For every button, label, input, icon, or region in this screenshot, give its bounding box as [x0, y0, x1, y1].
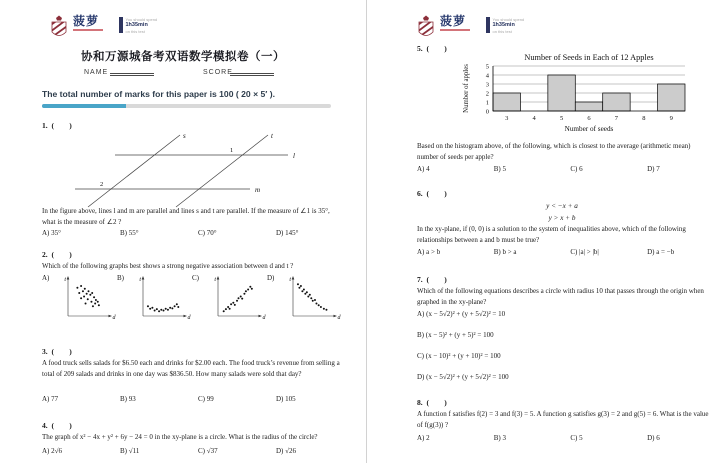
- svg-text:d: d: [112, 315, 116, 321]
- q8-answer-blank: ( ): [426, 398, 447, 407]
- svg-text:4: 4: [532, 115, 536, 122]
- svg-text:7: 7: [614, 115, 619, 122]
- q8-option-b: B) 3: [493, 434, 506, 442]
- brand-name: 菠萝: [73, 14, 100, 28]
- header-brand-row-right: [415, 15, 524, 41]
- q8-number: 8.: [417, 398, 423, 407]
- q6-option-d: D) a = −b: [647, 248, 675, 256]
- q3-option-c: C) 99: [198, 395, 214, 403]
- q2-scatter-c: [205, 272, 267, 324]
- q6-answer-blank: ( ): [426, 189, 447, 198]
- q7-options: [417, 310, 712, 394]
- q8-option-a: A) 2: [417, 434, 430, 442]
- svg-text:Number of apples: Number of apples: [463, 64, 470, 113]
- svg-text:3: 3: [505, 115, 509, 122]
- svg-text:4: 4: [485, 72, 489, 80]
- q7-option-b: B) (x − 5)² + (y + 5)² = 100: [417, 331, 494, 339]
- q3-text: A food truck sells salads for $6.50 each and drinks for $2.00 each. The food truck’s revenue from selling a total of 209 salads and drinks in one day was $836.50. How many salads were sold that day?: [42, 359, 340, 378]
- svg-text:Number of Seeds in Each of 12: Number of Seeds in Each of 12 Apples: [524, 53, 654, 62]
- score-blank-line: [230, 73, 274, 76]
- shield-crown-icon: [415, 15, 437, 41]
- q6-inequality-1: y < −x + a: [546, 202, 578, 210]
- q4-option-c: C) √37: [198, 447, 218, 455]
- q6-header: [417, 189, 447, 198]
- q2-panel-d-label: D): [267, 274, 275, 282]
- q5-text: Based on the histogram above, of the following, which is closest to the average (arithmetic mean) number of seeds per apple?: [417, 142, 691, 161]
- brand-logo-right: [415, 15, 470, 41]
- q8-header: [417, 398, 447, 407]
- q2-panel-a: [42, 272, 117, 324]
- q2-panel-d: [267, 272, 342, 324]
- line-t-label: t: [271, 132, 273, 140]
- q6-system: [417, 201, 707, 224]
- line-l-label: l: [293, 152, 295, 160]
- svg-text:d: d: [187, 315, 191, 321]
- q6-inequality-2: y > x + b: [548, 213, 576, 222]
- q1-option-b: B) 55°: [120, 229, 139, 237]
- q2-panel-a-label: A): [42, 274, 50, 282]
- q3-option-b: B) 93: [120, 395, 136, 403]
- q5-options: [417, 165, 712, 173]
- svg-text:5: 5: [485, 63, 489, 71]
- q2-text: Which of the following graphs best shows a strong negative association between d and t ?: [42, 262, 294, 270]
- q8-option-c: C) 5: [570, 434, 583, 442]
- page-right: [367, 0, 720, 463]
- q2-scatter-b: [130, 272, 192, 324]
- q6-option-b: B) b > a: [493, 248, 517, 256]
- q7-answer-blank: ( ): [426, 275, 447, 284]
- progress-fill: [42, 104, 126, 108]
- q6-option-c: C) |a| > |b|: [570, 248, 599, 256]
- q7-option-d: D) (x − 5√2)² + (y + 5√2)² = 100: [417, 373, 509, 381]
- q1-parallel-lines-figure: [60, 131, 310, 211]
- name-label: NAME: [84, 69, 109, 76]
- name-blank-line: [110, 73, 154, 76]
- q7-option-c: C) (x − 10)² + (y + 10)² = 100: [417, 352, 501, 360]
- q6-number: 6.: [417, 189, 423, 198]
- q8-options: [417, 434, 712, 442]
- q1-text: In the figure above, lines l and m are parallel and lines s and t are parallel. If the measure of ∠1 is 35°, what is the measure of ∠2 ?: [42, 207, 330, 226]
- q1-option-a: A) 35°: [42, 229, 61, 237]
- svg-text:d: d: [262, 315, 266, 321]
- q6-option-a: A) a > b: [417, 248, 441, 256]
- q4-header: [42, 421, 72, 430]
- angle2-label: 2: [100, 181, 104, 188]
- q7-header: [417, 275, 447, 284]
- q4-number: 4.: [42, 421, 48, 430]
- q5-option-c: C) 6: [570, 165, 583, 173]
- q5-histogram: [459, 50, 709, 140]
- q3-option-d: D) 105: [276, 395, 296, 403]
- svg-text:5: 5: [559, 115, 564, 122]
- progress-bar: [42, 104, 331, 108]
- q2-scatter-d: [280, 272, 342, 324]
- q4-option-b: B) √11: [120, 447, 140, 455]
- q5-header: [417, 44, 447, 53]
- q6-options: [417, 248, 712, 256]
- q7-option-a: A) (x − 5√2)² + (y + 5√2)² = 10: [417, 310, 506, 318]
- q8-text: A function f satisfies f(2) = 3 and f(3) = 5. A function g satisfies g(3) = 2 and g(5) = 6. What is the value of f(g(3)) ?: [417, 410, 709, 429]
- q2-panel-c-label: C): [192, 274, 199, 282]
- svg-text:0: 0: [485, 108, 489, 116]
- q3-answer-blank: ( ): [51, 347, 72, 356]
- svg-text:t: t: [214, 277, 216, 283]
- brand-subtext-bar: [440, 29, 470, 31]
- badge-line1: You should spend: [492, 17, 525, 22]
- q2-panel-c: [192, 272, 267, 324]
- svg-text:d: d: [337, 315, 341, 321]
- line-m-label: m: [255, 186, 261, 194]
- header-brand-row: [48, 15, 157, 41]
- svg-text:t: t: [139, 277, 141, 283]
- q4-answer-blank: ( ): [51, 421, 72, 430]
- badge-bar-icon: [486, 17, 490, 33]
- time-badge-right: [486, 17, 524, 34]
- q1-header: [42, 121, 72, 130]
- q7-text: Which of the following equations describes a circle with radius 10 that passes through the origin when graphed in the xy-plane?: [417, 287, 704, 306]
- q1-number: 1.: [42, 121, 48, 130]
- q1-answer-blank: ( ): [51, 121, 72, 130]
- q3-options: [42, 395, 342, 403]
- q2-scatter-a: [55, 272, 117, 324]
- svg-text:8: 8: [642, 115, 646, 122]
- badge-line1: You should spend: [125, 17, 158, 22]
- badge-bar-icon: [119, 17, 123, 33]
- svg-text:3: 3: [485, 81, 489, 89]
- svg-text:1: 1: [485, 99, 489, 107]
- q1-option-d: D) 145°: [276, 229, 299, 237]
- svg-text:2: 2: [485, 90, 489, 98]
- shield-crown-icon: [48, 15, 70, 41]
- q2-number: 2.: [42, 250, 48, 259]
- svg-text:6: 6: [587, 115, 591, 122]
- q2-panel-b-label: B): [117, 274, 124, 282]
- brand-subtext-bar: [73, 29, 103, 31]
- q3-number: 3.: [42, 347, 48, 356]
- paper-title: 协和万源城备考双语数学模拟卷（一）: [81, 51, 285, 63]
- q4-option-a: A) 2√6: [42, 447, 62, 455]
- total-marks-line: The total number of marks for this paper is 100 ( 20 × 5′ ).: [42, 89, 275, 99]
- brand-logo: [48, 15, 103, 41]
- svg-text:t: t: [289, 277, 291, 283]
- score-label: SCORE: [203, 69, 233, 76]
- q4-options: [42, 447, 342, 455]
- q5-option-d: D) 7: [647, 165, 660, 173]
- q5-option-a: A) 4: [417, 165, 430, 173]
- q5-number: 5.: [417, 44, 423, 53]
- q3-header: [42, 347, 72, 356]
- badge-line3: on this test: [492, 28, 512, 34]
- q4-option-d: D) √26: [276, 447, 296, 455]
- q6-text: In the xy-plane, if (0, 0) is a solution to the system of inequalities above, which of the following relationships between a and b must be true?: [417, 225, 686, 244]
- q4-text: The graph of x² − 4x + y² + 6y − 24 = 0 in the xy-plane is a circle. What is the radius of the circle?: [42, 433, 318, 441]
- q2-header: [42, 250, 72, 259]
- line-s-label: s: [183, 132, 186, 140]
- svg-text:9: 9: [669, 115, 673, 122]
- q7-number: 7.: [417, 275, 423, 284]
- q1-options: [42, 229, 342, 237]
- q8-option-d: D) 6: [647, 434, 660, 442]
- q2-answer-blank: ( ): [51, 250, 72, 259]
- time-badge: [119, 17, 157, 34]
- q3-option-a: A) 77: [42, 395, 59, 403]
- badge-duration: 1h35min: [492, 22, 515, 29]
- brand-name: 菠萝: [440, 14, 467, 28]
- q2-panel-b: [117, 272, 192, 324]
- svg-text:t: t: [64, 277, 66, 283]
- badge-duration: 1h35min: [125, 22, 148, 29]
- angle1-label: 1: [230, 147, 234, 154]
- badge-line3: on this test: [125, 28, 145, 34]
- q1-option-c: C) 70°: [198, 229, 217, 237]
- q5-option-b: B) 5: [493, 165, 506, 173]
- q2-scatter-panels: [42, 272, 344, 324]
- q5-answer-blank: ( ): [426, 44, 447, 53]
- svg-text:Number of seeds: Number of seeds: [564, 125, 614, 133]
